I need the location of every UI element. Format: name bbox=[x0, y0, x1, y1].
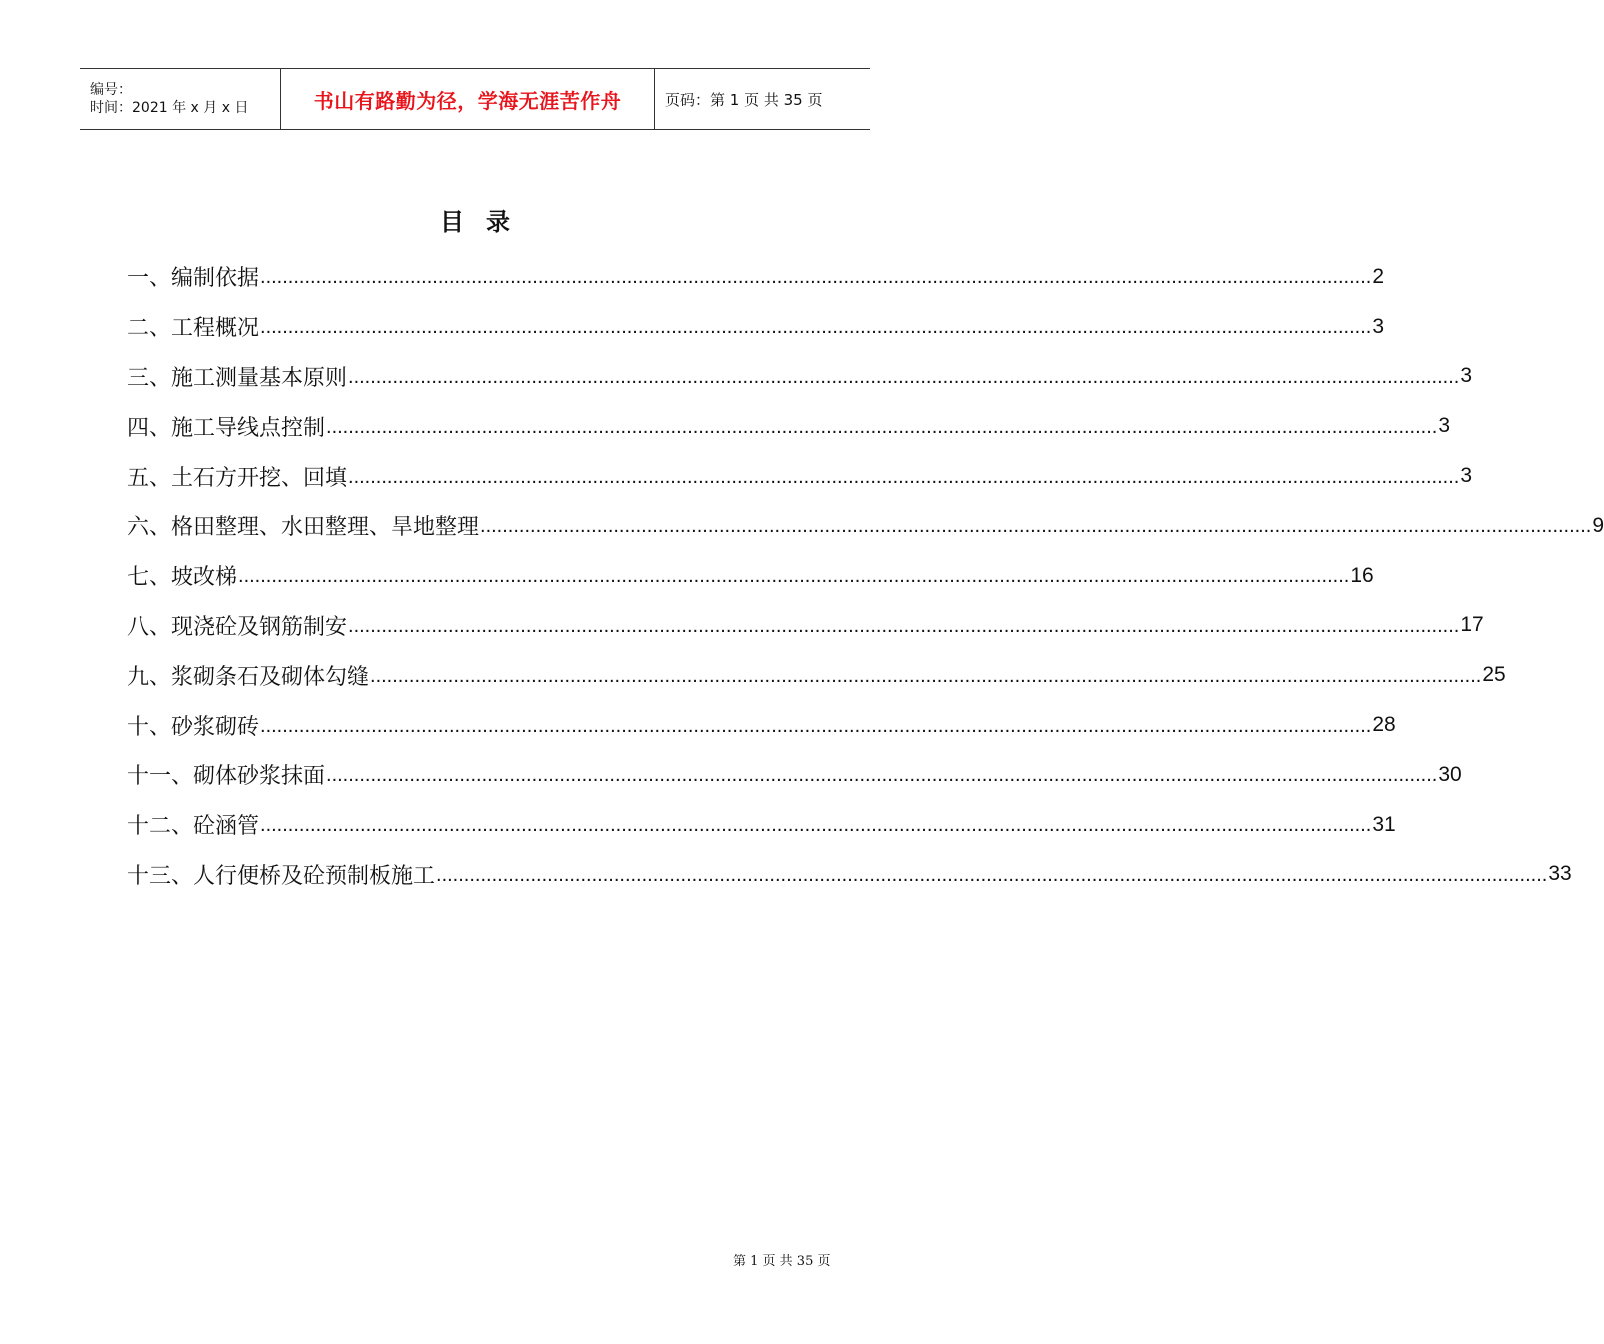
toc-entry-page: 28 bbox=[1372, 713, 1396, 737]
header-number-label: 编号： bbox=[90, 82, 132, 98]
toc-entry[interactable] bbox=[127, 252, 1385, 302]
toc-entry-page: 3 bbox=[1372, 314, 1385, 338]
toc-entry-label: 十二、砼涵管 bbox=[127, 814, 260, 840]
toc-entry-label: 三、施工测量基本原则 bbox=[127, 365, 348, 391]
toc-entry-page: 30 bbox=[1438, 762, 1462, 786]
toc-entry-label: 五、土石方开挖、回填 bbox=[127, 465, 348, 491]
footer-page-info: 第 1 页 共 35 页 bbox=[733, 1254, 831, 1269]
toc-entry-page: 2 bbox=[1372, 264, 1385, 288]
toc-entry-label: 六、格田整理、水田整理、旱地整理 bbox=[127, 515, 480, 541]
toc-dot-leader: ........................................................................................................................................................................................................ bbox=[238, 565, 1350, 588]
toc-entry-label: 四、施工导线点控制 bbox=[127, 415, 326, 441]
header-meta bbox=[80, 69, 281, 129]
toc-dot-leader: ........................................................................................................................................................................................................ bbox=[260, 266, 1372, 289]
toc-entry-label: 十一、砌体砂浆抹面 bbox=[127, 764, 326, 790]
header-time-label: 时间：2021 年 x 月 x 日 bbox=[90, 100, 249, 116]
header-page-cell bbox=[655, 69, 870, 129]
toc-entry-label: 二、工程概况 bbox=[127, 316, 260, 342]
toc-entry-page: 9 bbox=[1592, 513, 1604, 537]
toc-entry-page: 25 bbox=[1482, 663, 1506, 687]
table-of-contents bbox=[127, 252, 1604, 899]
toc-entry-label: 一、编制依据 bbox=[127, 266, 260, 292]
toc-entry[interactable] bbox=[127, 302, 1385, 352]
toc-entry-page: 31 bbox=[1372, 812, 1396, 836]
toc-entry[interactable] bbox=[127, 601, 1484, 651]
toc-dot-leader: ........................................................................................................................................................................................................ bbox=[370, 664, 1482, 687]
toc-entry-page: 17 bbox=[1460, 613, 1484, 637]
toc-entry-page: 3 bbox=[1438, 414, 1451, 438]
toc-entry[interactable] bbox=[127, 551, 1374, 601]
toc-dot-leader: ........................................................................................................................................................................................................ bbox=[260, 814, 1372, 837]
toc-dot-leader: ........................................................................................................................................................................................................ bbox=[260, 316, 1372, 339]
toc-dot-leader: ........................................................................................................................................................................................................ bbox=[326, 415, 1438, 438]
document-header bbox=[80, 68, 870, 130]
toc-entry-page: 3 bbox=[1460, 364, 1473, 388]
toc-dot-leader: ........................................................................................................................................................................................................ bbox=[348, 465, 1460, 488]
toc-entry-page: 3 bbox=[1460, 464, 1473, 488]
toc-entry[interactable] bbox=[127, 650, 1506, 700]
toc-dot-leader: ........................................................................................................................................................................................................ bbox=[326, 764, 1438, 787]
toc-entry-label: 十三、人行便桥及砼预制板施工 bbox=[127, 863, 436, 889]
toc-dot-leader: ........................................................................................................................................................................................................ bbox=[436, 863, 1548, 886]
toc-entry[interactable] bbox=[127, 700, 1396, 750]
toc-entry-label: 九、浆砌条石及砌体勾缝 bbox=[127, 664, 370, 690]
toc-entry[interactable] bbox=[127, 850, 1572, 900]
toc-entry[interactable] bbox=[127, 750, 1462, 800]
toc-dot-leader: ........................................................................................................................................................................................................ bbox=[348, 365, 1460, 388]
toc-entry[interactable] bbox=[127, 352, 1473, 402]
header-page-info: 页码：第 1 页 共 35 页 bbox=[665, 90, 823, 109]
toc-entry-label: 八、现浇砼及钢筋制安 bbox=[127, 614, 348, 640]
toc-dot-leader: ........................................................................................................................................................................................................ bbox=[348, 614, 1460, 637]
toc-entry-page: 16 bbox=[1350, 563, 1374, 587]
header-motto: 书山有路勤为径，学海无涯苦作舟 bbox=[313, 88, 622, 113]
toc-entry[interactable] bbox=[127, 401, 1451, 451]
toc-entry[interactable] bbox=[127, 501, 1604, 551]
toc-dot-leader: ........................................................................................................................................................................................................ bbox=[480, 515, 1592, 538]
toc-entry-label: 七、坡改梯 bbox=[127, 565, 238, 591]
toc-title: 目录 bbox=[440, 207, 532, 236]
header-motto-cell bbox=[281, 69, 655, 129]
toc-entry[interactable] bbox=[127, 800, 1396, 850]
toc-entry-label: 十、砂浆砌砖 bbox=[127, 714, 260, 740]
toc-dot-leader: ........................................................................................................................................................................................................ bbox=[260, 714, 1372, 737]
toc-entry-page: 33 bbox=[1548, 862, 1572, 886]
toc-entry[interactable] bbox=[127, 451, 1473, 501]
